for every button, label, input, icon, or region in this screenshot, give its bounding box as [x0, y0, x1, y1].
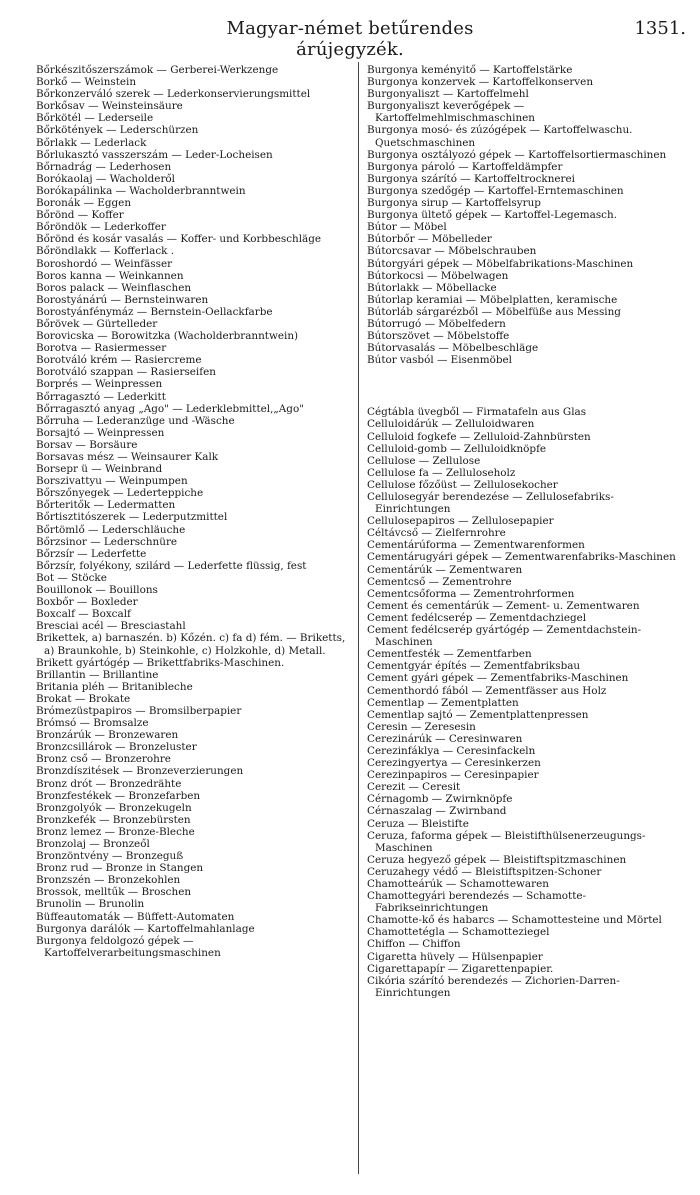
dictionary-entry: Bútorláb sárgarézből — Möbelfüße aus Messing: [367, 305, 621, 318]
dictionary-entry: Cementfesték — Zementfarben: [367, 648, 532, 661]
dictionary-entry: Burgonya mosó- és zúzógépek — Kartoffelwaschu. Quetschmaschinen: [367, 124, 633, 149]
dictionary-entry: Borprés — Weinpressen: [36, 378, 163, 391]
dictionary-entry: Cikória szárító berendezés — Zichorien-Darren-Einrichtungen: [367, 974, 620, 999]
dictionary-entry: Bőrlukasztó vasszerszám — Leder-Locheisen: [36, 148, 273, 161]
dictionary-entry: Bronzkefék — Bronzebürsten: [36, 813, 191, 826]
dictionary-entry: Boros palack — Weinflaschen: [36, 281, 192, 294]
dictionary-entry: Cellulose fa — Zelluloseholz: [367, 466, 516, 479]
dictionary-entry: Chamottegyári berendezés — Schamotte-Fabrikseinrichtungen: [367, 890, 587, 915]
dictionary-entry: Bőrszőnyegek — Lederteppiche: [36, 487, 204, 500]
dictionary-entry: Cement gyári gépek — Zementfabriks-Maschinen: [367, 672, 629, 685]
dictionary-entry: Chamottetégla — Schamotteziegel: [367, 926, 550, 939]
dictionary-entry: Céltávcső — Zielfernrohre: [367, 527, 506, 540]
dictionary-entry: Burgonya darálók — Kartoffelmahlanlage: [36, 922, 255, 935]
dictionary-entry: Borókapálinka — Wacholderbranntwein: [36, 184, 246, 197]
page-number: 1351.: [634, 18, 686, 39]
dictionary-entry: Cigaretta hüvely — Hülsenpapier: [367, 950, 543, 963]
dictionary-entry: Bőrnadrág — Lederhosen: [36, 160, 172, 173]
dictionary-entry: Borotváló szappan — Rasierseifen: [36, 366, 216, 379]
dictionary-entry: Cégtábla üvegből — Firmatafeln aus Glas: [367, 406, 587, 419]
dictionary-entry: Chamotteárúk — Schamottewaren: [367, 878, 549, 890]
dictionary-entry: Celluloid-gomb — Zelluloidknöpfe: [367, 442, 547, 455]
dictionary-entry: Bronzöntvény — Bronzeguß: [36, 850, 184, 863]
dictionary-entry: Cellulosegyár berendezése — Zellulosefabriks-Einrichtungen: [367, 491, 614, 516]
dictionary-entry: Brokat — Brokate: [36, 692, 131, 705]
dictionary-entry: Bronz lemez — Bronze-Bleche: [36, 825, 195, 838]
dictionary-entry: Borkősav — Weinsteinsäure: [36, 100, 183, 113]
right-column: [367, 64, 685, 999]
dictionary-entry: Burgonya szedőgép — Kartoffel-Erntemaschinen: [367, 184, 624, 197]
dictionary-entry: Bőrkötények — Lederschürzen: [36, 124, 199, 137]
column-divider: [358, 62, 359, 1174]
dictionary-entry: Cérnagomb — Zwirnknöpfe: [367, 793, 513, 806]
dictionary-entry: Cement és cementárúk — Zement- u. Zementwaren: [367, 599, 640, 612]
dictionary-entry: Bútorlap keramiai — Möbelplatten, keramische: [367, 293, 618, 306]
dictionary-entry: Brossok, melltűk — Broschen: [36, 886, 192, 899]
dictionary-entry: Bőrlakk — Lederlack: [36, 136, 147, 149]
dictionary-entry: Bronzdíszitések — Bronzeverzierungen: [36, 765, 244, 778]
dictionary-entry: Burgonya pároló — Kartoffeldämpfer: [367, 160, 563, 173]
dictionary-entry: Bronzgolyók — Bronzekugeln: [36, 801, 192, 814]
dictionary-entry: Bőrtisztitószerek — Lederputzmittel: [36, 511, 228, 524]
dictionary-entry: Cérnaszalag — Zwirnband: [367, 805, 507, 818]
dictionary-entry: Cerezinárúk — Ceresinwaren: [367, 732, 523, 745]
dictionary-entry: Bőrteritők — Ledermatten: [36, 499, 176, 512]
dictionary-entry: Borszivattyu — Weinpumpen: [36, 475, 188, 488]
dictionary-entry: Cementcsőforma — Zementrohrformen: [367, 587, 575, 600]
dictionary-entry: Boronák — Eggen: [36, 197, 132, 210]
dictionary-entry: Burgonyaliszt — Kartoffelmehl: [367, 88, 529, 101]
dictionary-entry: Bútorkocsi — Möbelwagen: [367, 269, 509, 282]
dictionary-entry: Cementhordó fából — Zementfässer aus Holz: [367, 684, 607, 697]
dictionary-entry: Cementlap — Zementplatten: [367, 696, 519, 709]
dictionary-entry: Chamotte-kő és habarcs — Schamottesteine und Mörtel: [367, 914, 662, 927]
dictionary-entry: Cement fedélcserép — Zementdachziegel: [367, 611, 587, 624]
dictionary-entry: Bőrönd — Koffer: [36, 209, 124, 222]
dictionary-entry: Brillantin — Brillantine: [36, 668, 159, 681]
dictionary-entry: Bőröndök — Lederkoffer: [36, 221, 166, 234]
dictionary-entry: Boxcalf — Boxcalf: [36, 608, 131, 621]
dictionary-entry: Ceruza hegyező gépek — Bleistiftspitzmaschinen: [367, 853, 627, 866]
dictionary-entry: Cellulose — Zellulose: [367, 454, 481, 467]
dictionary-entry: Ceruza, faforma gépek — Bleistifthülsenerzeugungs-Maschinen: [367, 829, 646, 854]
dictionary-entry: Bútor — Möbel: [367, 221, 447, 234]
dictionary-entry: Borotváló krém — Rasiercreme: [36, 354, 202, 367]
dictionary-entry: Burgonya szárító — Kartoffeltrocknerei: [367, 172, 575, 185]
dictionary-entry: Bresciai acél — Bresciastahl: [36, 620, 186, 633]
dictionary-entry: Borostyánfénymáz — Bernstein-Oellackfarbe: [36, 305, 273, 318]
dictionary-entry: Borostyánárú — Bernsteinwaren: [36, 293, 209, 306]
dictionary-entry: Cementlap sajtó — Zementplattenpressen: [367, 708, 589, 721]
dictionary-entry: Bútorvasalás — Möbelbeschläge: [367, 342, 539, 355]
page-title: Magyar-német betűrendes árújegyzék.: [226, 18, 474, 60]
dictionary-entry: Burgonyaliszt keverőgépek — Kartoffelmehlmischmaschinen: [367, 100, 535, 125]
dictionary-entry: Bőrragasztó anyag „Ago" — Lederklebmittel,„Ago": [36, 402, 304, 415]
dictionary-entry: Boros kanna — Weinkannen: [36, 269, 184, 282]
dictionary-entry: Bronzolaj — Bronzeől: [36, 838, 150, 850]
dictionary-entry: Bot — Stöcke: [36, 571, 107, 584]
dictionary-entry: Cementgyár építés — Zementfabriksbau: [367, 660, 581, 673]
dictionary-entry: Cerezinpapiros — Ceresinpapier: [367, 769, 539, 782]
dictionary-entry: Burgonya ültető gépek — Kartoffel-Legemasch.: [367, 209, 617, 222]
dictionary-entry: Bőrzsír, folyékony, szilárd — Lederfette flüssig, fest: [36, 559, 307, 572]
dictionary-entry: Brómsó — Bromsalze: [36, 717, 149, 730]
dictionary-entry: Britania pléh — Britanibleche: [36, 680, 193, 693]
dictionary-entry: Bőrkonzerváló szerek — Lederkonservierungsmittel: [36, 88, 311, 101]
dictionary-entry: Cigarettapapír — Zigarettenpapier.: [367, 962, 554, 975]
dictionary-entry: Ceruzahegy védő — Bleistiftspitzen-Schoner: [367, 865, 602, 878]
dictionary-entry: Ceruza — Bleistifte: [367, 817, 469, 830]
dictionary-entry: Chiffon — Chiffon: [367, 938, 461, 951]
dictionary-entry: Bőrzsír — Lederfette: [36, 547, 147, 560]
dictionary-entry: Celluloid fogkefe — Zelluloid-Zahnbürsten: [367, 430, 591, 443]
dictionary-entry: Bronz rud — Bronze in Stangen: [36, 862, 204, 875]
dictionary-entry: Bronzcsillárok — Bronzeluster: [36, 741, 197, 754]
dictionary-entry: Borsav — Borsäure: [36, 438, 138, 451]
dictionary-entry: Bútor vasból — Eisenmöbel: [367, 354, 512, 367]
dictionary-entry: Cellulose főzőüst — Zellulosekocher: [367, 478, 558, 491]
dictionary-entry: Bútorlakk — Möbellacke: [367, 281, 497, 294]
dictionary-entry: Bouillonok — Bouillons: [36, 584, 158, 597]
dictionary-entry: Borkő — Weinstein: [36, 76, 137, 89]
dictionary-entry: Burgonya osztályozó gépek — Kartoffelsortiermaschinen: [367, 148, 667, 161]
dictionary-entry: Borókaolaj — Wacholderől: [36, 172, 176, 185]
dictionary-entry: Borsavas mész — Weinsaurer Kalk: [36, 451, 219, 463]
dictionary-entry: Bútorgyári gépek — Möbelfabrikations-Maschinen: [367, 257, 634, 270]
dictionary-entry: Bőrragasztó — Lederkitt: [36, 390, 166, 403]
dictionary-entry: Cerezingyertya — Ceresinkerzen: [367, 757, 541, 770]
dictionary-entry: Bőrtömlő — Lederschläuche: [36, 523, 186, 536]
section-gap: [367, 366, 685, 406]
dictionary-entry: Borovicska — Borowitzka (Wacholderbranntwein): [36, 330, 299, 343]
dictionary-entry: Bútorbőr — Möbelleder: [367, 233, 492, 246]
dictionary-entry: Bronz drót — Bronzedrähte: [36, 777, 182, 790]
dictionary-entry: Borsajtó — Weinpressen: [36, 426, 165, 439]
dictionary-entry: Cementárúforma — Zementwarenformen: [367, 539, 585, 552]
dictionary-entry: Cementárúk — Zementwaren: [367, 563, 523, 576]
dictionary-entry: Boxbőr — Boxleder: [36, 596, 138, 609]
dictionary-entry: Bőrkészitőszerszámok — Gerberei-Werkzenge: [36, 64, 279, 76]
dictionary-entry: Cementcső — Zementrohre: [367, 575, 512, 588]
dictionary-entry: Bútorrugó — Möbelfedern: [367, 317, 506, 330]
dictionary-entry: Bronz cső — Bronzerohre: [36, 753, 171, 766]
dictionary-entry: Bronzszén — Bronzekohlen: [36, 874, 181, 887]
dictionary-entry: Brikettek, a) barnaszén. b) Kőzén. c) fa d) fém. — Briketts, a) Braunkohle, b) Steinkohle, c) Holzkohle, d) Metall.: [36, 632, 346, 657]
dictionary-entry: Bőrruha — Lederanzüge und -Wäsche: [36, 414, 235, 427]
left-column: [36, 64, 354, 959]
dictionary-entry: Burgonya konzervek — Kartoffelkonserven: [367, 76, 594, 89]
dictionary-entry: Brunolin — Brunolin: [36, 898, 145, 911]
dictionary-entry: Burgonya feldolgozó gépek — Kartoffelverarbeitungsmaschinen: [36, 934, 221, 959]
dictionary-entry: Celluloidárúk — Zelluloidwaren: [367, 418, 535, 431]
page-header: [0, 14, 700, 60]
dictionary-entry: Boroshordó — Weinfässer: [36, 257, 173, 270]
dictionary-entry: Cement fedélcserép gyártógép — Zementdachstein-Maschinen: [367, 624, 642, 649]
dictionary-entry: Burgonya keményitő — Kartoffelstärke: [367, 64, 573, 76]
dictionary-entry: Borsepr ü — Weinbrand: [36, 463, 163, 476]
dictionary-entry: Brikett gyártógép — Brikettfabriks-Maschinen.: [36, 656, 285, 669]
dictionary-entry: Cellulosepapiros — Zellulosepapier: [367, 515, 554, 528]
dictionary-entry: Bőrönd és kosár vasalás — Koffer- und Korbbeschläge: [36, 233, 322, 246]
dictionary-entry: Bútorszövet — Möbelstoffe: [367, 330, 510, 343]
dictionary-entry: Bőrövek — Gürtelleder: [36, 317, 158, 330]
dictionary-entry: Bronzárúk — Bronzewaren: [36, 729, 179, 742]
dictionary-entry: Ceresin — Zeresesin: [367, 720, 476, 733]
dictionary-entry: Cerezinfáklya — Ceresinfackeln: [367, 744, 536, 757]
dictionary-entry: Cerezit — Ceresit: [367, 781, 461, 794]
dictionary-entry: Cementárugyári gépek — Zementwarenfabriks-Maschinen: [367, 551, 676, 564]
dictionary-entry: Burgonya sirup — Kartoffelsyrup: [367, 197, 541, 210]
dictionary-entry: Bőrkötél — Lederseile: [36, 112, 154, 125]
dictionary-entry: Brómezüstpapiros — Bromsilberpapier: [36, 704, 242, 717]
dictionary-entry: Bőrzsinor — Lederschnüre: [36, 535, 178, 548]
dictionary-entry: Büffeautomaták — Büffett-Automaten: [36, 910, 235, 923]
dictionary-entry: Bútorcsavar — Möbelschrauben: [367, 245, 537, 258]
dictionary-entry: Borotva — Rasiermesser: [36, 342, 167, 355]
dictionary-entry: Bronzfestékek — Bronzefarben: [36, 789, 201, 802]
dictionary-entry: Bőröndlakk — Kofferlack .: [36, 245, 175, 258]
